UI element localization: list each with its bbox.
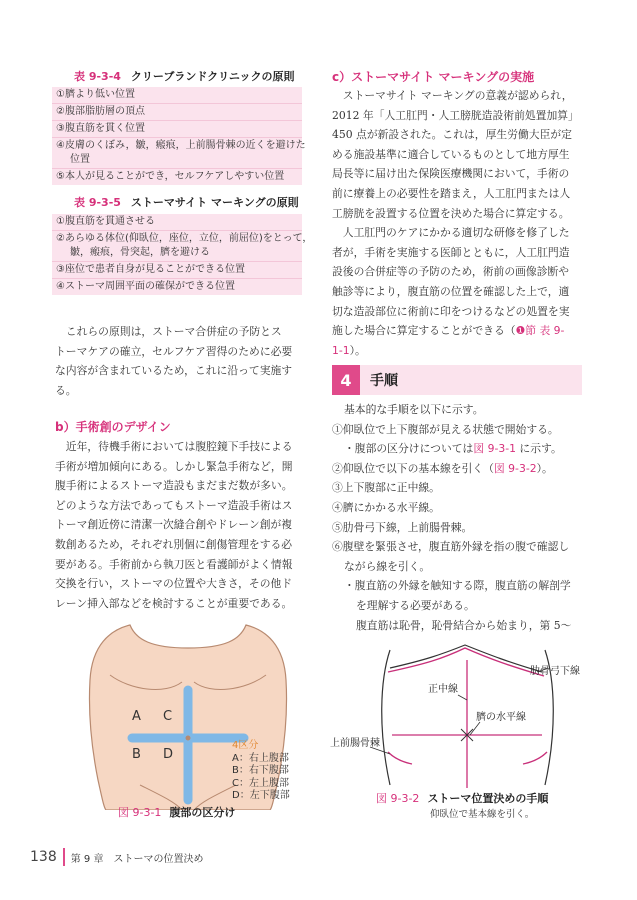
- quadrant-label-b: B: [132, 747, 141, 762]
- table-row-text: 皺，瘢痕，骨突起，臍を避ける: [70, 247, 210, 258]
- text-line: 人工肛門のケアにかかる適切な研修を修了した: [342, 226, 570, 240]
- figure-ref-link[interactable]: 図 9-3-1: [473, 442, 516, 456]
- text-line: 触診等により，腹直筋の位置を確認した上で，適: [332, 284, 570, 298]
- left-paragraph-1: [55, 322, 305, 400]
- table-9-3-4: [52, 87, 306, 185]
- table-number: 表 9-3-4: [74, 70, 121, 83]
- table-row: ③座位で患者自身が見ることができる位置: [52, 261, 302, 279]
- table-row: ②腹部脂肪層の頂点: [52, 104, 302, 121]
- caption-number: 図 9-3-1: [118, 806, 162, 819]
- figure-9-3-2-diagram: [330, 640, 605, 790]
- quadrant-label-c: C: [163, 709, 173, 724]
- text-line: 近年，待機手術においては腹腔鏡下手技による: [65, 440, 293, 453]
- text-line: 数創あるため，それぞれ別個に創傷管理をする必: [55, 537, 293, 551]
- legend-item: D：左下腹部: [232, 790, 290, 801]
- text-line: 局長等に届け出た保険医療機関において，手術の: [332, 167, 570, 181]
- table-9-3-5-title: [74, 194, 299, 210]
- page-number: 138: [30, 849, 57, 865]
- step-6-note-cont: を理解する必要がある。: [356, 598, 475, 612]
- text-line: 450 点が新設された。これは，厚生労働大臣が定: [332, 128, 572, 142]
- leader-line: [458, 695, 467, 700]
- text-line: 交換を行い，ストーマの位置や大きさ，その他ド: [55, 577, 293, 591]
- step-2: [332, 459, 594, 479]
- table-number: 表 9-3-5: [74, 196, 121, 209]
- table-row: ④ストーマ周囲平面の確保ができる位置: [56, 281, 235, 292]
- table-row: [52, 231, 313, 261]
- cross-reference-link[interactable]: 1-1: [332, 343, 350, 357]
- text-line: ②仰臥位で以下の基本線を引く（: [332, 461, 494, 475]
- table-row: ③腹直筋を貫く位置: [52, 121, 302, 138]
- step-3: ③上下腹部に正中線。: [332, 481, 440, 495]
- navel: [186, 736, 191, 741]
- text-line: トーマケアの確立，セルフケア習得のために必要: [55, 344, 293, 358]
- section-4-heading: [332, 365, 582, 395]
- leader-line: [470, 722, 480, 735]
- text-line: る。: [55, 383, 77, 397]
- step-5: ⑤肋骨弓下線，上前腸骨棘。: [332, 520, 473, 534]
- step-6-note: ・腹直筋の外縁を触知する際，腹直筋の解剖学: [344, 579, 571, 593]
- label-asis: 上前腸骨棘: [330, 738, 380, 749]
- text-line: トーマ創近傍に清潔一次縫合創やドレーン創が複: [55, 518, 293, 532]
- left-paragraph-2: [55, 437, 305, 613]
- heading-b: b）手術創のデザイン: [55, 420, 171, 434]
- section-number: 4: [332, 365, 360, 395]
- caption-title: ストーマ位置決めの手順: [427, 792, 549, 805]
- figure-9-3-1-legend: [232, 740, 290, 803]
- figure-9-3-2-subcaption: 仰臥位で基本線を引く。: [430, 809, 535, 820]
- table-row-text: ④皮膚のくぼみ，皺，瘢痕，上前腸骨棘の近くを避けた: [56, 140, 306, 151]
- step-6-cont: ながら線を引く。: [344, 559, 431, 573]
- text-line: ）。: [349, 343, 366, 357]
- text-line: に示す。: [516, 442, 562, 456]
- text-line: ・腹部の区分けについては: [344, 442, 474, 456]
- text-line: 2012 年「人工肛門・人工膀胱造設術前処置加算」: [332, 108, 579, 122]
- text-line: レーン挿入部などを検討することが重要である。: [55, 596, 293, 610]
- legend-item: C：左上腹部: [232, 777, 289, 789]
- text-line: める施設基準に適合しているものとして地方厚生: [332, 147, 570, 161]
- asis-line-left: [523, 752, 547, 764]
- text-line: 手術が増加傾向にある。しかし緊急手術など，開: [55, 459, 293, 473]
- text-line: 工膀胱を設置する位置を決めた場合に算定する。: [332, 206, 570, 220]
- text-line: ）。: [536, 461, 553, 475]
- heading-c: c）ストーマサイト マーキングの実施: [332, 70, 535, 84]
- caption-number: 図 9-3-2: [376, 792, 420, 805]
- label-midline: 正中線: [428, 684, 458, 695]
- procedure-steps: [332, 400, 594, 635]
- text-line: な内容が含まれているため，これに沿って実施す: [55, 364, 293, 378]
- text-line: 腹手術によるストーマ造設もまだまだ数が多い。: [55, 479, 293, 493]
- table-9-3-4-title: [74, 68, 295, 84]
- text-line: 前に療養上の必要性を踏まえ，人工肛門または人: [332, 186, 571, 200]
- legend-item: B：右下腹部: [232, 765, 289, 776]
- text-line: ストーマサイト マーキングの意義が認められ，: [342, 89, 573, 102]
- step-6: ⑥腹壁を緊張させ，腹直筋外縁を指の腹で確認し: [332, 540, 570, 554]
- asis-line-right: [388, 752, 412, 764]
- page-footer: [30, 848, 203, 866]
- text-line: 設後の合併症等の予防のため，術前の画像診断や: [332, 265, 570, 279]
- quadrant-label-d: D: [163, 747, 174, 762]
- table-9-3-5: [52, 214, 313, 295]
- caption-title: 腹部の区分け: [169, 806, 236, 819]
- table-row: ①腹直筋を貫通させる: [52, 214, 302, 231]
- steps-intro: 基本的な手順を以下に示す。: [344, 403, 484, 416]
- right-paragraph-1: [332, 86, 594, 360]
- step-6-note-detail: 腹直筋は恥骨，恥骨結合から始まり，第 5〜: [356, 618, 572, 632]
- text-line: 要がある。手術前から執刀医と看護師がよく情報: [55, 557, 293, 571]
- table-row: ⑤本人が見ることができ，セルフケアしやすい位置: [52, 168, 302, 185]
- step-4: ④臍にかかる水平線。: [332, 500, 440, 514]
- figure-ref-link[interactable]: 図 9-3-2: [493, 461, 537, 475]
- abdomen-outline-left: [382, 650, 390, 785]
- section-title: 手順: [370, 373, 398, 389]
- figure-9-3-1-caption: [118, 804, 235, 820]
- legend-item: A：右上腹部: [232, 752, 289, 764]
- rib-lower-line: [388, 648, 544, 676]
- step-1-note: [332, 439, 594, 459]
- text-line: 施した場合に算定することができる（: [332, 324, 516, 338]
- text-line: どのような方法であってもストーマ造設手術はス: [55, 498, 293, 512]
- quadrant-label-a: A: [132, 709, 141, 724]
- table-row: [52, 138, 306, 168]
- table-row-text: 位置: [70, 154, 90, 165]
- text-line: これらの原則は，ストーマ合併症の予防とス: [65, 325, 282, 338]
- label-rib-lower-line: 肋骨弓下線: [530, 666, 580, 677]
- footer-chapter: 第 9 章 ストーマの位置決め: [70, 853, 204, 865]
- figure-9-3-2-caption: [376, 790, 548, 806]
- footer-divider: [63, 848, 65, 866]
- text-line: 切な造設部位に術前に印をつけるなどの処置を実: [332, 304, 570, 318]
- step-1: ①仰臥位で上下腹部が見える状態で開始する。: [332, 422, 559, 436]
- cross-reference-link[interactable]: ❶節 表 9-: [515, 324, 565, 338]
- legend-title: 4区分: [232, 740, 259, 751]
- table-row-text: ②あらゆる体位(仰臥位，座位，立位，前屈位)をとって，: [56, 233, 313, 244]
- text-line: 者が，手術を実施する医師とともに，人工肛門造: [332, 245, 570, 259]
- label-navel-line: 臍の水平線: [476, 712, 526, 723]
- table-title-text: ストーマサイト マーキングの原則: [130, 196, 299, 209]
- table-row: ①臍より低い位置: [52, 87, 302, 104]
- table-title-text: クリーブランドクリニックの原則: [130, 70, 295, 83]
